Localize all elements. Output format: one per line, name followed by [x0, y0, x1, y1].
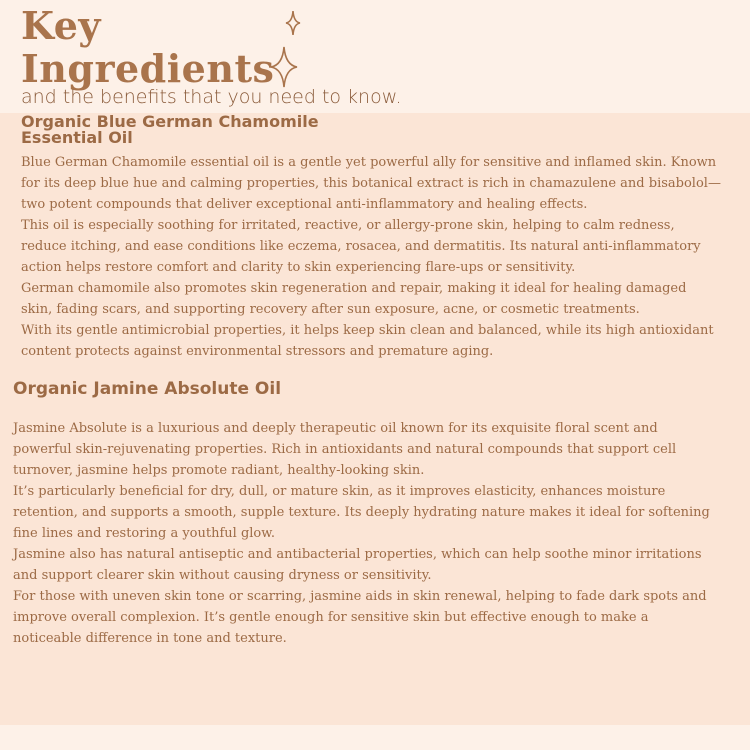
section-title-jasmine: Organic Jamine Absolute Oil — [13, 379, 282, 399]
page-title-line-2: Ingredients — [21, 46, 275, 91]
section-title-chamomile-line-2: Essential Oil — [21, 128, 133, 147]
paragraph: With its gentle antimicrobial properties, it helps keep skin clean and balanced, while its high antioxidant content protects against environmental stressors and premature aging. — [21, 323, 714, 359]
sparkle-icon — [270, 46, 298, 88]
paragraph: This oil is especially soothing for irritated, reactive, or allergy-prone skin, helping to calm redness, reduce itching, and ease conditions like eczema, rosacea, and dermatitis. Its natural anti-inflammatory action helps restore comfort and clarity to skin experiencing flare-ups or sensitivity. — [21, 218, 701, 275]
sparkle-icon — [285, 10, 301, 36]
paragraph: Jasmine also has natural antiseptic and antibacterial properties, which can help soothe minor irritations and support clearer skin without causing dryness or sensitivity. — [13, 547, 702, 583]
page-title — [21, 4, 274, 90]
paragraph: It’s particularly beneficial for dry, dull, or mature skin, as it improves elasticity, enhances moisture retention, and supports a smooth, supple texture. Its deeply hydrating nature makes it ideal for softening fine lines and restoring a youthful glow. — [13, 484, 710, 541]
page-title-line-1: Key — [21, 3, 101, 48]
section-title-chamomile — [21, 114, 421, 146]
paragraph: Jasmine Absolute is a luxurious and deeply therapeutic oil known for its exquisite floral scent and powerful skin-rejuvenating properties. Rich in antioxidants and natural compounds that support cell turnover, jasmine helps promote radiant, healthy-looking skin. — [13, 421, 677, 478]
paragraph: German chamomile also promotes skin regeneration and repair, making it ideal for healing damaged skin, fading scars, and supporting recovery after sun exposure, acne, or cosmetic treatments. — [21, 281, 687, 317]
paragraph: Blue German Chamomile essential oil is a gentle yet powerful ally for sensitive and inflamed skin. Known for its deep blue hue and calming properties, this botanical extract is rich in chamazulene and bisabolol—two potent compounds that deliver exceptional anti-inflammatory and healing effects. — [21, 155, 721, 212]
section-body-jasmine — [13, 418, 713, 649]
section-body-chamomile — [21, 152, 721, 362]
page-subtitle: and the benefits that you need to know. — [21, 86, 402, 108]
paragraph: For those with uneven skin tone or scarring, jasmine aids in skin renewal, helping to fade dark spots and improve overall complexion. It’s gentle enough for sensitive skin but effective enough to make a noticeable difference in tone and texture. — [13, 589, 707, 646]
section-title-chamomile-line-1: Organic Blue German Chamomile — [21, 112, 319, 131]
